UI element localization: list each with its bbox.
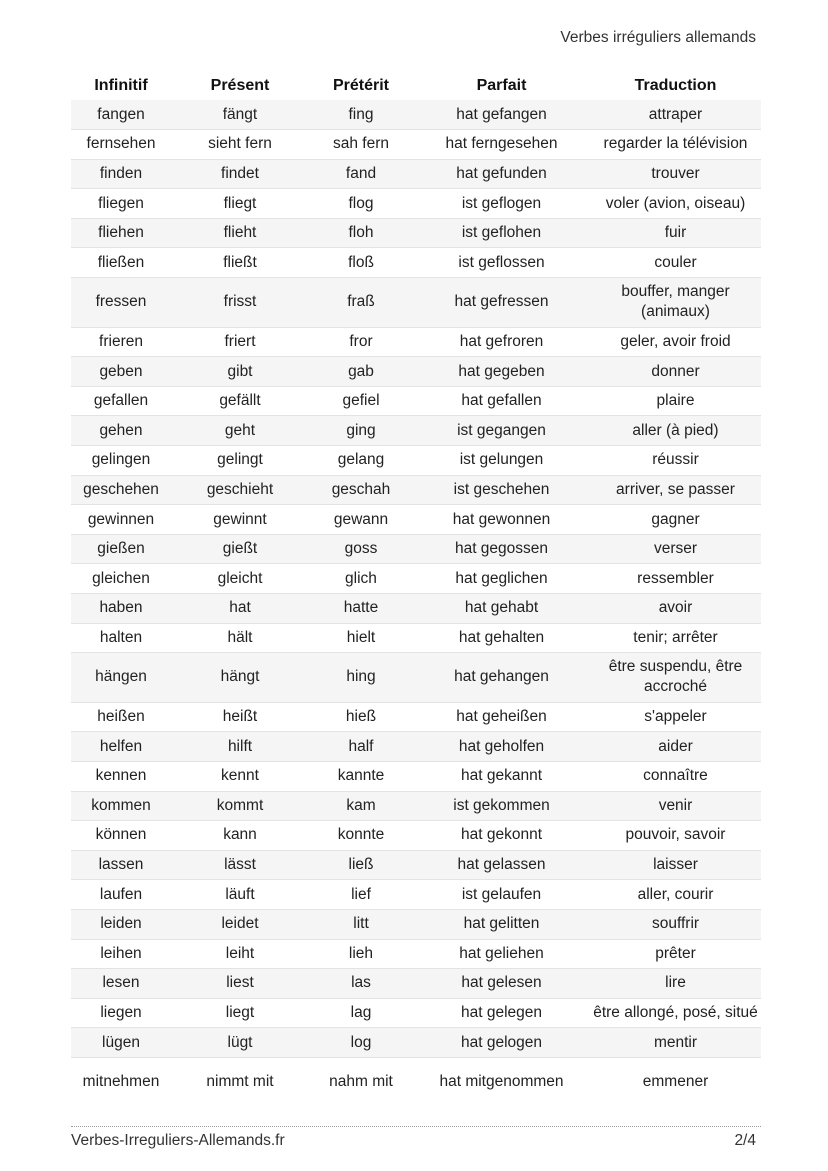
- cell-traduction: voler (avion, oiseau): [590, 189, 761, 219]
- cell-present: gelingt: [171, 446, 309, 476]
- cell-traduction: fuir: [590, 218, 761, 248]
- cell-present: findet: [171, 159, 309, 189]
- cell-preterit: ließ: [309, 850, 413, 880]
- cell-preterit: fand: [309, 159, 413, 189]
- table-row: [71, 248, 761, 278]
- cell-preterit: hatte: [309, 594, 413, 624]
- cell-parfait: hat gehabt: [413, 594, 590, 624]
- cell-preterit: litt: [309, 909, 413, 939]
- table-row: [71, 505, 761, 535]
- cell-infinitif: heißen: [71, 702, 171, 732]
- cell-preterit: sah fern: [309, 130, 413, 160]
- cell-traduction: geler, avoir froid: [590, 327, 761, 357]
- table-row: [71, 939, 761, 969]
- cell-present: lügt: [171, 1028, 309, 1058]
- column-header-preterit: Prétérit: [332, 77, 390, 94]
- cell-preterit: glich: [309, 564, 413, 594]
- cell-infinitif: fließen: [71, 248, 171, 278]
- cell-traduction: emmener: [590, 1057, 761, 1107]
- cell-parfait: hat gefressen: [413, 278, 590, 328]
- cell-traduction: gagner: [590, 505, 761, 535]
- cell-infinitif: laufen: [71, 880, 171, 910]
- cell-infinitif: mitnehmen: [71, 1057, 171, 1107]
- cell-infinitif: gehen: [71, 416, 171, 446]
- cell-traduction: réussir: [590, 446, 761, 476]
- table-row: [71, 100, 761, 130]
- cell-present: frisst: [171, 278, 309, 328]
- cell-infinitif: liegen: [71, 998, 171, 1028]
- column-header-traduction: Traduction: [634, 77, 717, 94]
- cell-preterit: gewann: [309, 505, 413, 535]
- cell-traduction: prêter: [590, 939, 761, 969]
- column-header-infinitif: Infinitif: [94, 77, 148, 94]
- cell-parfait: hat geheißen: [413, 702, 590, 732]
- cell-traduction: mentir: [590, 1028, 761, 1058]
- cell-infinitif: haben: [71, 594, 171, 624]
- cell-present: gewinnt: [171, 505, 309, 535]
- cell-infinitif: kennen: [71, 761, 171, 791]
- table-row: [71, 732, 761, 762]
- cell-traduction: aller, courir: [590, 880, 761, 910]
- cell-present: nimmt mit: [171, 1057, 309, 1107]
- cell-parfait: hat gefroren: [413, 327, 590, 357]
- cell-traduction: attraper: [590, 100, 761, 130]
- cell-present: hält: [171, 623, 309, 653]
- cell-parfait: hat gelogen: [413, 1028, 590, 1058]
- table-row: [71, 998, 761, 1028]
- cell-present: fliegt: [171, 189, 309, 219]
- cell-preterit: fing: [309, 100, 413, 130]
- cell-present: flieht: [171, 218, 309, 248]
- cell-present: fängt: [171, 100, 309, 130]
- cell-traduction: laisser: [590, 850, 761, 880]
- cell-infinitif: gleichen: [71, 564, 171, 594]
- table-row: [71, 909, 761, 939]
- cell-infinitif: fressen: [71, 278, 171, 328]
- cell-infinitif: gewinnen: [71, 505, 171, 535]
- cell-preterit: lieh: [309, 939, 413, 969]
- cell-infinitif: leiden: [71, 909, 171, 939]
- table-row: [71, 278, 761, 328]
- cell-infinitif: geschehen: [71, 475, 171, 505]
- cell-traduction: être suspendu, être accroché: [590, 653, 761, 703]
- table-row: [71, 564, 761, 594]
- cell-parfait: ist gekommen: [413, 791, 590, 821]
- cell-infinitif: frieren: [71, 327, 171, 357]
- cell-preterit: konnte: [309, 821, 413, 851]
- cell-traduction: arriver, se passer: [590, 475, 761, 505]
- cell-present: sieht fern: [171, 130, 309, 160]
- cell-preterit: gelang: [309, 446, 413, 476]
- cell-infinitif: halten: [71, 623, 171, 653]
- cell-parfait: hat gefallen: [413, 386, 590, 416]
- footer-page-number: 2/4: [734, 1132, 756, 1149]
- cell-present: gießt: [171, 534, 309, 564]
- cell-traduction: aller (à pied): [590, 416, 761, 446]
- cell-parfait: hat gehangen: [413, 653, 590, 703]
- cell-preterit: las: [309, 969, 413, 999]
- cell-preterit: gefiel: [309, 386, 413, 416]
- cell-traduction: connaître: [590, 761, 761, 791]
- cell-preterit: goss: [309, 534, 413, 564]
- cell-traduction: s'appeler: [590, 702, 761, 732]
- cell-preterit: floß: [309, 248, 413, 278]
- cell-preterit: geschah: [309, 475, 413, 505]
- cell-infinitif: fangen: [71, 100, 171, 130]
- cell-traduction: venir: [590, 791, 761, 821]
- cell-present: geschieht: [171, 475, 309, 505]
- table-row: [71, 159, 761, 189]
- table-row: [71, 416, 761, 446]
- cell-traduction: donner: [590, 357, 761, 387]
- cell-parfait: hat gelegen: [413, 998, 590, 1028]
- cell-traduction: pouvoir, savoir: [590, 821, 761, 851]
- cell-parfait: ist gegangen: [413, 416, 590, 446]
- table-row: [71, 791, 761, 821]
- cell-traduction: lire: [590, 969, 761, 999]
- cell-traduction: souffrir: [590, 909, 761, 939]
- cell-preterit: ging: [309, 416, 413, 446]
- cell-preterit: lief: [309, 880, 413, 910]
- cell-parfait: ist geschehen: [413, 475, 590, 505]
- cell-preterit: kannte: [309, 761, 413, 791]
- irregular-verbs-table: [71, 72, 761, 1107]
- cell-traduction: trouver: [590, 159, 761, 189]
- footer-site-name: Verbes-Irreguliers-Allemands.fr: [71, 1132, 285, 1149]
- cell-traduction: verser: [590, 534, 761, 564]
- table-row: [71, 475, 761, 505]
- cell-preterit: hielt: [309, 623, 413, 653]
- table-row: [71, 594, 761, 624]
- cell-present: friert: [171, 327, 309, 357]
- cell-parfait: hat mitgenommen: [413, 1057, 590, 1107]
- cell-present: hängt: [171, 653, 309, 703]
- cell-parfait: hat geliehen: [413, 939, 590, 969]
- table-body: [71, 100, 761, 1107]
- cell-parfait: hat gewonnen: [413, 505, 590, 535]
- cell-parfait: hat gegossen: [413, 534, 590, 564]
- cell-traduction: tenir; arrêter: [590, 623, 761, 653]
- cell-infinitif: gelingen: [71, 446, 171, 476]
- cell-parfait: hat gekonnt: [413, 821, 590, 851]
- cell-parfait: hat gehalten: [413, 623, 590, 653]
- cell-infinitif: gießen: [71, 534, 171, 564]
- cell-present: hat: [171, 594, 309, 624]
- table-header-row: [71, 72, 761, 100]
- cell-preterit: half: [309, 732, 413, 762]
- cell-traduction: bouffer, manger (animaux): [590, 278, 761, 328]
- cell-present: geht: [171, 416, 309, 446]
- cell-infinitif: lesen: [71, 969, 171, 999]
- cell-present: kommt: [171, 791, 309, 821]
- table-row: [71, 386, 761, 416]
- cell-parfait: hat geholfen: [413, 732, 590, 762]
- cell-parfait: hat gefunden: [413, 159, 590, 189]
- table-row: [71, 446, 761, 476]
- column-header-parfait: Parfait: [476, 77, 527, 94]
- table-row: [71, 327, 761, 357]
- cell-traduction: être allongé, posé, situé: [590, 998, 761, 1028]
- cell-parfait: ist geflohen: [413, 218, 590, 248]
- cell-parfait: ist geflossen: [413, 248, 590, 278]
- cell-infinitif: geben: [71, 357, 171, 387]
- cell-preterit: nahm mit: [309, 1057, 413, 1107]
- cell-infinitif: leihen: [71, 939, 171, 969]
- footer-divider: [71, 1126, 761, 1127]
- table-row: [71, 189, 761, 219]
- cell-preterit: gab: [309, 357, 413, 387]
- cell-traduction: couler: [590, 248, 761, 278]
- cell-preterit: fror: [309, 327, 413, 357]
- cell-parfait: hat gelitten: [413, 909, 590, 939]
- table-row: [71, 130, 761, 160]
- cell-preterit: hing: [309, 653, 413, 703]
- cell-preterit: hieß: [309, 702, 413, 732]
- document-header-title: Verbes irréguliers allemands: [560, 29, 756, 46]
- cell-preterit: floh: [309, 218, 413, 248]
- cell-infinitif: lassen: [71, 850, 171, 880]
- cell-present: leiht: [171, 939, 309, 969]
- cell-parfait: hat gekannt: [413, 761, 590, 791]
- cell-present: liest: [171, 969, 309, 999]
- cell-parfait: ist geflogen: [413, 189, 590, 219]
- cell-parfait: hat gelesen: [413, 969, 590, 999]
- cell-present: leidet: [171, 909, 309, 939]
- cell-present: liegt: [171, 998, 309, 1028]
- cell-present: gleicht: [171, 564, 309, 594]
- cell-parfait: hat gefangen: [413, 100, 590, 130]
- column-header-present: Présent: [210, 77, 270, 94]
- cell-traduction: ressembler: [590, 564, 761, 594]
- cell-parfait: hat gegeben: [413, 357, 590, 387]
- cell-preterit: kam: [309, 791, 413, 821]
- table-row: [71, 357, 761, 387]
- cell-parfait: hat ferngesehen: [413, 130, 590, 160]
- cell-parfait: ist gelungen: [413, 446, 590, 476]
- cell-preterit: lag: [309, 998, 413, 1028]
- cell-infinitif: fliegen: [71, 189, 171, 219]
- table-row: [71, 821, 761, 851]
- cell-parfait: hat gelassen: [413, 850, 590, 880]
- cell-present: gefällt: [171, 386, 309, 416]
- cell-present: kennt: [171, 761, 309, 791]
- cell-traduction: avoir: [590, 594, 761, 624]
- cell-traduction: plaire: [590, 386, 761, 416]
- cell-infinitif: fernsehen: [71, 130, 171, 160]
- cell-infinitif: hängen: [71, 653, 171, 703]
- table-row: [71, 1057, 761, 1107]
- table-row: [71, 534, 761, 564]
- cell-infinitif: gefallen: [71, 386, 171, 416]
- table-row: [71, 880, 761, 910]
- cell-preterit: log: [309, 1028, 413, 1058]
- table-row: [71, 653, 761, 703]
- cell-infinitif: fliehen: [71, 218, 171, 248]
- cell-present: fließt: [171, 248, 309, 278]
- cell-preterit: fraß: [309, 278, 413, 328]
- cell-present: lässt: [171, 850, 309, 880]
- cell-present: heißt: [171, 702, 309, 732]
- cell-preterit: flog: [309, 189, 413, 219]
- cell-parfait: ist gelaufen: [413, 880, 590, 910]
- cell-present: gibt: [171, 357, 309, 387]
- cell-parfait: hat geglichen: [413, 564, 590, 594]
- table-row: [71, 761, 761, 791]
- table-row: [71, 702, 761, 732]
- cell-infinitif: können: [71, 821, 171, 851]
- table-row: [71, 623, 761, 653]
- table-row: [71, 218, 761, 248]
- cell-infinitif: kommen: [71, 791, 171, 821]
- cell-traduction: regarder la télévision: [590, 130, 761, 160]
- cell-present: kann: [171, 821, 309, 851]
- cell-present: hilft: [171, 732, 309, 762]
- table-row: [71, 1028, 761, 1058]
- cell-traduction: aider: [590, 732, 761, 762]
- table-row: [71, 850, 761, 880]
- cell-infinitif: finden: [71, 159, 171, 189]
- cell-infinitif: lügen: [71, 1028, 171, 1058]
- cell-infinitif: helfen: [71, 732, 171, 762]
- table-row: [71, 969, 761, 999]
- cell-present: läuft: [171, 880, 309, 910]
